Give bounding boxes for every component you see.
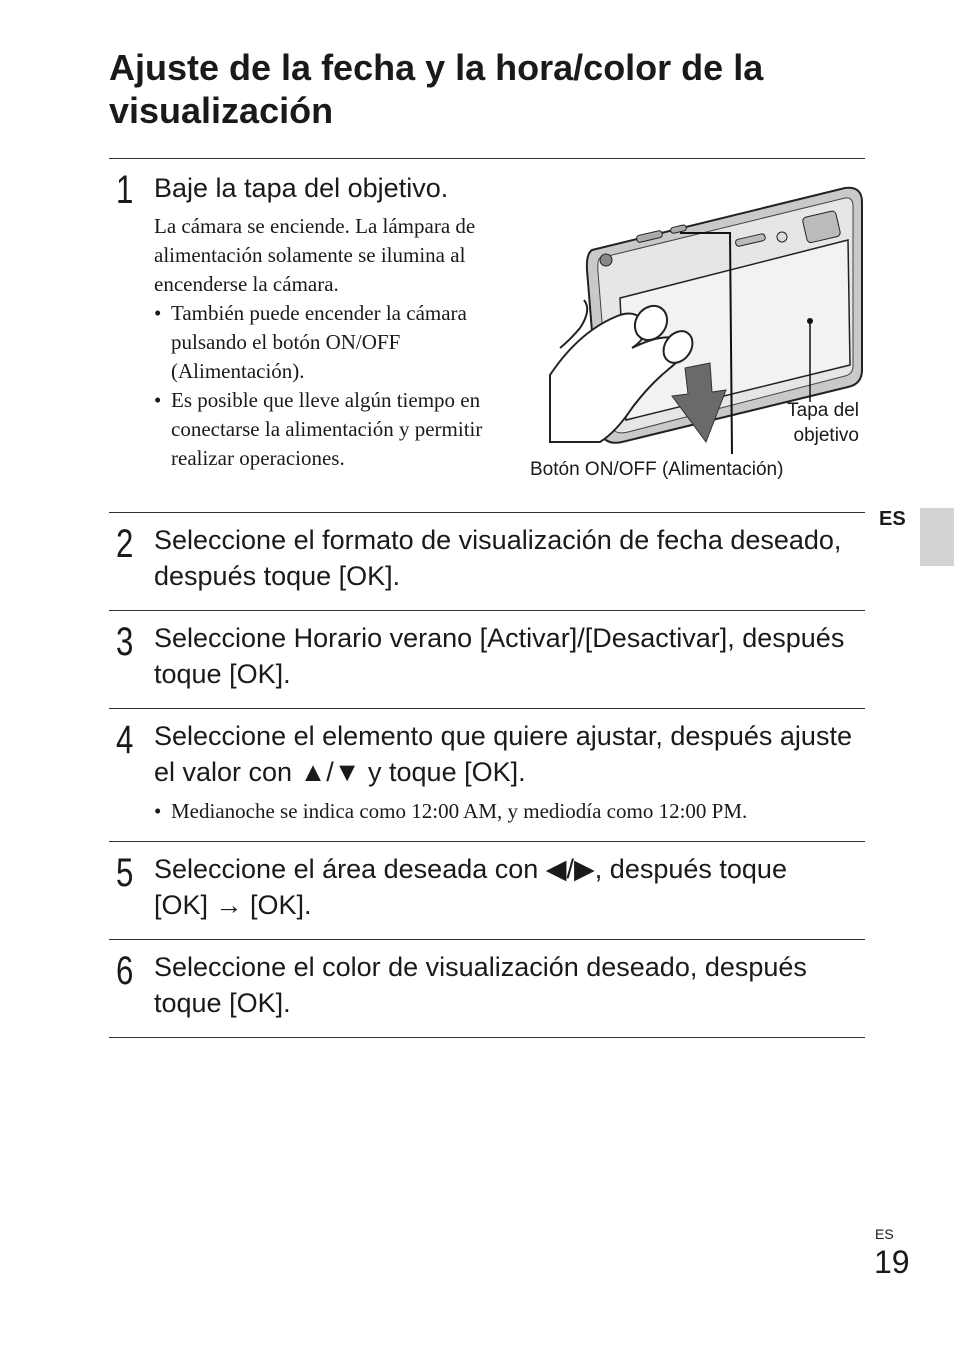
step-2-text: Seleccione el formato de visualización de fecha deseado, después toque [OK]. xyxy=(154,525,842,591)
page-title: Ajuste de la fecha y la hora/color de la visualización xyxy=(109,47,764,131)
list-item: • También puede encender la cámara pulsando el botón ON/OFF (Alimentación). xyxy=(154,299,509,386)
list-item: • Medianoche se indica como 12:00 AM, y mediodía como 12:00 PM. xyxy=(154,797,854,826)
divider xyxy=(109,158,865,159)
step-4-text: Seleccione el elemento que quiere ajustar, después ajuste el valor con ▲/▼ y toque [OK]. xyxy=(154,721,852,787)
step-5-number: 5 xyxy=(116,851,134,895)
language-tab xyxy=(920,508,954,566)
divider xyxy=(109,1037,865,1038)
divider xyxy=(109,708,865,709)
divider xyxy=(109,841,865,842)
step-6-text: Seleccione el color de visualización deseado, después toque [OK]. xyxy=(154,952,807,1018)
divider xyxy=(109,939,865,940)
language-tab-label: ES xyxy=(879,508,906,530)
step-4-bullets xyxy=(154,797,854,826)
footer-language: ES xyxy=(875,1226,894,1242)
step-5-text: Seleccione el área deseada con ◀/▶, después toque [OK] → [OK]. xyxy=(154,854,787,920)
lens-cover-label: Tapa del objetivo xyxy=(787,400,859,446)
page-number: 19 xyxy=(874,1244,910,1280)
step-1-bullets xyxy=(154,299,509,473)
step-1-number: 1 xyxy=(116,168,134,212)
step-1-body: La cámara se enciende. La lámpara de alimentación solamente se ilumina al encenderse la cámara. xyxy=(154,214,476,296)
step-3-number: 3 xyxy=(116,620,134,664)
divider xyxy=(109,512,865,513)
list-item: • Es posible que lleve algún tiempo en conectarse la alimentación y permitir realizar operaciones. xyxy=(154,386,509,473)
step-2-number: 2 xyxy=(116,522,134,566)
step-3-text: Seleccione Horario verano [Activar]/[Desactivar], después toque [OK]. xyxy=(154,623,845,689)
step-6-number: 6 xyxy=(116,949,134,993)
step-4-number: 4 xyxy=(116,718,134,762)
divider xyxy=(109,610,865,611)
power-button-label: Botón ON/OFF (Alimentación) xyxy=(530,459,784,480)
step-1-text: Baje la tapa del objetivo. xyxy=(154,173,449,203)
